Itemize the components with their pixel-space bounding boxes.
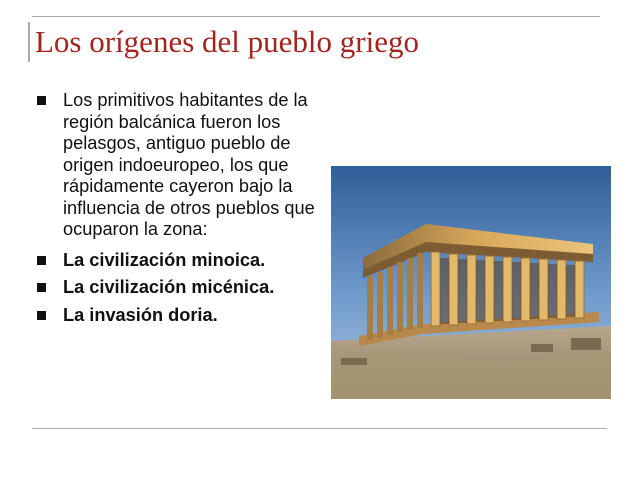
square-bullet-icon (37, 256, 46, 265)
bullet-text: La civilización micénica. (63, 277, 275, 297)
bullet-list (37, 90, 322, 332)
parthenon-image (331, 166, 611, 399)
bullet-item-minoica (37, 250, 322, 272)
square-bullet-icon (37, 283, 46, 292)
square-bullet-icon (37, 96, 46, 105)
bullet-item-intro (37, 90, 322, 241)
bullet-text: La invasión doria. (63, 304, 218, 325)
bullet-item-doria (37, 305, 322, 327)
slide-title: Los orígenes del pueblo griego (35, 24, 419, 59)
title-accent-bar (28, 22, 30, 62)
top-divider (32, 16, 600, 17)
bottom-divider (32, 428, 607, 429)
parthenon-photo (331, 166, 611, 399)
square-bullet-icon (37, 311, 46, 320)
bullet-text: Los primitivos habitantes de la región balcánica fueron los pelasgos, antiguo pueblo de origen indoeuropeo, los que rápidamente cayeron bajo la influencia de otros pueblos que ocuparon la zona: (63, 90, 315, 239)
bullet-text: La civilización minoica. (63, 249, 266, 270)
bullet-item-micenica (37, 277, 322, 299)
